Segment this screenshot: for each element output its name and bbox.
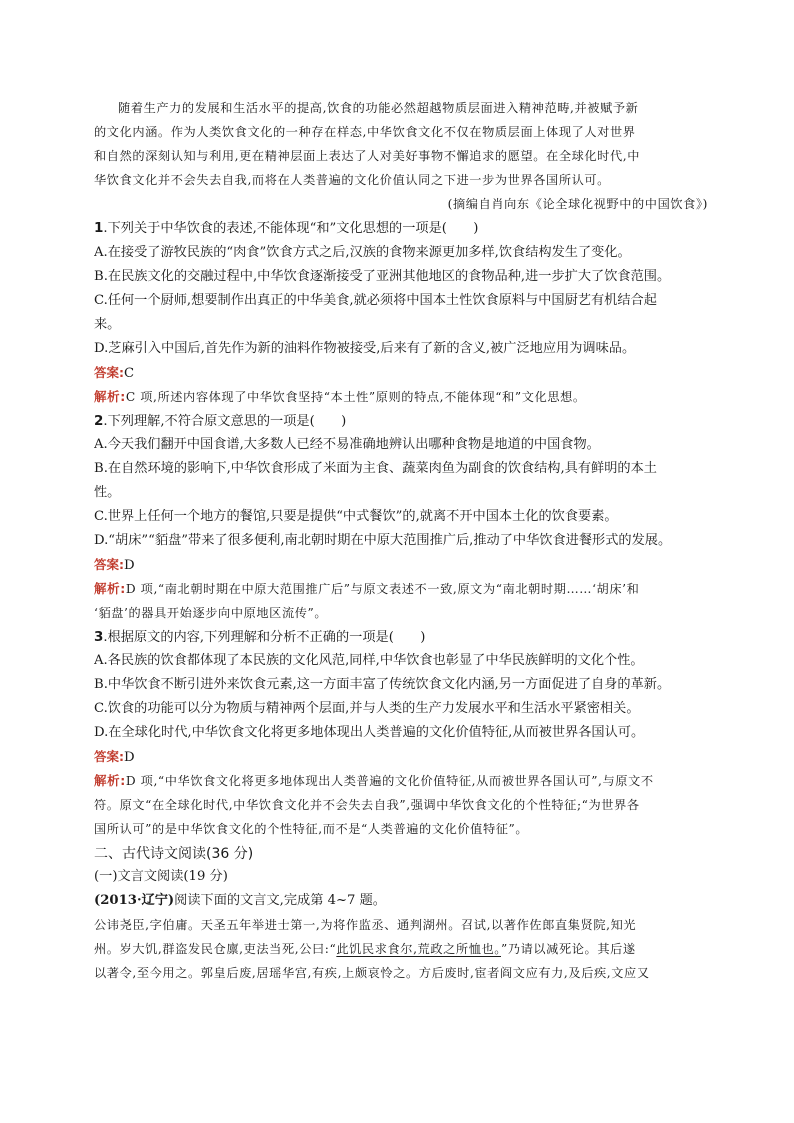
answer-label: 答案: bbox=[94, 749, 124, 764]
answer-value: C bbox=[124, 366, 135, 381]
option-c: C.任何一个厨师,想要制作出真正的中华美食,就必须将中国本土性饮食原料与中国厨艺有机结合起 bbox=[94, 293, 657, 308]
classical-text-line: 公讳尧臣,字伯庸。天圣五年举进士第一,为将作监丞、通判湖州。召试,以著作佐郎直集贤院,知光 bbox=[94, 918, 637, 932]
passage-line: 随着生产力的发展和生活水平的提高,饮食的功能必然超越物质层面进入精神范畴,并被赋予新 bbox=[118, 101, 639, 115]
answer-3 bbox=[94, 746, 708, 769]
analysis-2-cont: ‘貊盘’的器具开始逐步向中原地区流传”。 bbox=[94, 606, 328, 620]
option-b: B.在自然环境的影响下,中华饮食形成了米面为主食、蔬菜肉鱼为副食的饮食结构,具有鲜明的本土 bbox=[94, 461, 657, 476]
option-c-cont: 来。 bbox=[94, 317, 121, 332]
question-text: .根据原文的内容,下列理解和分析不正确的一项是( ) bbox=[103, 630, 426, 645]
question-2-stem bbox=[94, 410, 708, 433]
option-d: D.芝麻引入中国后,首先作为新的油料作物被接受,后来有了新的含义,被广泛地应用为调味品。 bbox=[94, 341, 636, 356]
question-number: 3 bbox=[94, 629, 104, 645]
analysis-text: D 项,“中华饮食文化将更多地体现出人类普遍的文化价值特征,从而被世界各国认可”,与原文不 bbox=[125, 774, 654, 788]
classical-text-line: 以著令,至今用之。郭皇后废,居瑶华宫,有疾,上颇哀怜之。方后废时,宦者阎文应有力,及后疾,文应又 bbox=[94, 966, 650, 980]
passage-line: 和自然的深刻认知与利用,更在精神层面上表达了人对美好事物不懈追求的愿望。在全球化时代,中 bbox=[94, 149, 641, 163]
subsection-heading: (一)文言文阅读(19 分) bbox=[94, 869, 228, 884]
classical-text-line bbox=[94, 938, 708, 960]
passage-line: 的文化内涵。作为人类饮食文化的一种存在样态,中华饮食文化不仅在物质层面上体现了人对世界 bbox=[94, 125, 636, 139]
analysis-3-cont: 符。原文“在全球化时代,中华饮食文化并不会失去自我”,强调中华饮食文化的个性特征;“为世界各 bbox=[94, 798, 640, 812]
option-a: A.各民族的饮食都体现了本民族的文化风范,同样,中华饮食也彰显了中华民族鲜明的文化个性。 bbox=[94, 653, 644, 668]
option-c: C.世界上任何一个地方的餐馆,只要是提供“中式餐饮”的,就离不开中国本土化的饮食要素。 bbox=[94, 509, 618, 524]
analysis-1 bbox=[94, 386, 708, 408]
answer-value: D bbox=[124, 750, 135, 765]
question-number: 1 bbox=[94, 220, 104, 236]
answer-value: D bbox=[124, 558, 135, 573]
reading-intro bbox=[94, 890, 708, 912]
underlined-sentence: 此饥民求食尔,荒政之所恤也。 bbox=[336, 942, 501, 956]
option-a: A.今天我们翻开中国食谱,大多数人已经不易准确地辨认出哪种食物是地道的中国食物。 bbox=[94, 437, 600, 452]
section-heading: 二、古代诗文阅读(36 分) bbox=[94, 846, 254, 862]
option-d: D.“胡床”“貊盘”带来了很多便利,南北朝时期在中原大范围推广后,推动了中华饮食进餐形式的发展。 bbox=[94, 533, 672, 548]
passage-line: 华饮食文化并不会失去自我,而将在人类普遍的文化价值认同之下进一步为世界各国所认可。 bbox=[94, 173, 610, 187]
intro-text: 阅读下面的文言文,完成第 4~7 题。 bbox=[174, 893, 386, 908]
answer-2 bbox=[94, 554, 708, 577]
question-3-stem bbox=[94, 626, 708, 649]
source-year: (2013·辽宁) bbox=[94, 893, 175, 908]
option-d: D.在全球化时代,中华饮食文化将更多地体现出人类普遍的文化价值特征,从而被世界各国认可。 bbox=[94, 725, 645, 740]
analysis-3 bbox=[94, 770, 708, 792]
option-a: A.在接受了游牧民族的“肉食”饮食方式之后,汉族的食物来源更加多样,饮食结构发生了变化。 bbox=[94, 245, 631, 260]
answer-label: 答案: bbox=[94, 557, 124, 572]
question-number: 2 bbox=[94, 413, 104, 429]
analysis-label: 解析: bbox=[94, 389, 126, 404]
analysis-text: C 项,所述内容体现了中华饮食坚持“本土性”原则的特点,不能体现“和”文化思想。 bbox=[125, 390, 586, 404]
option-b: B.在民族文化的交融过程中,中华饮食逐渐接受了亚洲其他地区的食物品种,进一步扩大了饮食范围。 bbox=[94, 269, 671, 284]
option-b: B.中华饮食不断引进外来饮食元素,这一方面丰富了传统饮食文化内涵,另一方面促进了自身的革新。 bbox=[94, 677, 671, 692]
option-c: C.饮食的功能可以分为物质与精神两个层面,并与人类的生产力发展水平和生活水平紧密相关。 bbox=[94, 701, 640, 716]
option-b-cont: 性。 bbox=[94, 485, 121, 500]
question-1-stem bbox=[94, 217, 708, 240]
analysis-text: D 项,“南北朝时期在中原大范围推广后”与原文表述不一致,原文为“南北朝时期……‘胡床’和 bbox=[125, 582, 640, 596]
analysis-2 bbox=[94, 578, 708, 600]
analysis-label: 解析: bbox=[94, 773, 126, 788]
answer-1 bbox=[94, 362, 708, 385]
passage-source: (摘编自肖向东《论全球化视野中的中国饮食》) bbox=[447, 197, 708, 211]
analysis-3-cont: 国所认可”的是中华饮食文化的个性特征,而不是“人类普遍的文化价值特征”。 bbox=[94, 822, 529, 836]
question-text: .下列关于中华饮食的表述,不能体现“和”文化思想的一项是( ) bbox=[103, 221, 479, 236]
text-segment: 州。岁大饥,群盗发民仓廪,吏法当死,公曰:“ bbox=[94, 942, 337, 956]
answer-label: 答案: bbox=[94, 365, 124, 380]
analysis-label: 解析: bbox=[94, 581, 126, 596]
text-segment: ”乃请以减死论。其后遂 bbox=[500, 942, 636, 956]
question-text: .下列理解,不符合原文意思的一项是( ) bbox=[103, 414, 347, 429]
